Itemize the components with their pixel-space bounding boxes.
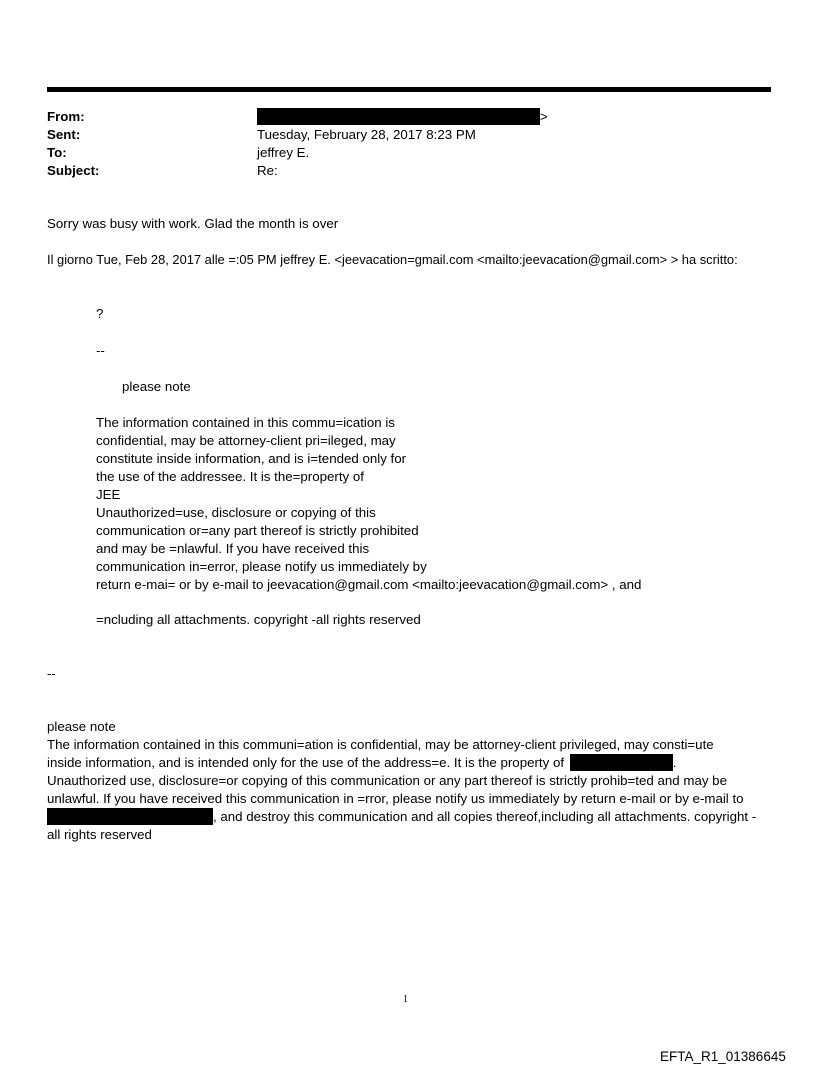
quoted-notice-line: communication in=error, please notify us immediately by bbox=[96, 559, 427, 574]
quoted-separator: -- bbox=[96, 343, 105, 358]
footer-please-note: please note bbox=[47, 719, 116, 734]
sent-value: Tuesday, February 28, 2017 8:23 PM bbox=[257, 127, 476, 142]
header-rule bbox=[47, 87, 771, 92]
from-value bbox=[257, 108, 548, 126]
quoted-notice-line: and may be =nlawful. If you have received this bbox=[96, 541, 370, 556]
quoted-notice-line: the use of the addressee. It is the=property of bbox=[96, 469, 364, 484]
to-value: jeffrey E. bbox=[257, 145, 310, 160]
quoted-notice-end: =ncluding all attachments. copyright -all rights reserved bbox=[96, 612, 421, 627]
footer-line: Unauthorized use, disclosure=or copying of this communication or any part thereof is strictly prohib=ted and may be bbox=[47, 773, 727, 788]
sent-label: Sent: bbox=[47, 127, 81, 142]
reply-text: Sorry was busy with work. Glad the month is over bbox=[47, 216, 339, 231]
quoted-notice-line: JEE bbox=[96, 487, 121, 502]
page-number: 1 bbox=[403, 994, 408, 1005]
subject-label: Subject: bbox=[47, 163, 100, 178]
footer-line: , and destroy this communication and all copies thereof,including all attachments. copyright - bbox=[47, 808, 756, 826]
to-label: To: bbox=[47, 145, 67, 160]
footer-line: unlawful. If you have received this communication in =rror, please notify us immediately by return e-mail or by e-mail to bbox=[47, 791, 744, 806]
quoted-notice-line: communication or=any part thereof is strictly prohibited bbox=[96, 523, 419, 538]
footer-line: The information contained in this communi=ation is confidential, may be attorney-client privileged, may consti=ute bbox=[47, 737, 714, 752]
quote-intro: Il giorno Tue, Feb 28, 2017 alle =:05 PM jeffrey E. <jeevacation=gmail.com <mailto:jeevacation@gmail.com> > ha scritto: bbox=[47, 252, 738, 267]
from-suffix: > bbox=[540, 109, 548, 124]
quoted-notice-line: The information contained in this commu=ication is bbox=[96, 415, 395, 430]
from-label: From: bbox=[47, 109, 85, 124]
quoted-question: ? bbox=[96, 306, 104, 321]
quoted-notice bbox=[96, 414, 641, 594]
quoted-notice-line: constitute inside information, and is i=tended only for bbox=[96, 451, 407, 466]
redaction-box bbox=[47, 808, 213, 825]
footer-line: inside information, and is intended only for the use of the address=e. It is the property of . bbox=[47, 755, 677, 770]
quoted-notice-line: Unauthorized=use, disclosure or copying of this bbox=[96, 505, 376, 520]
bates-number: EFTA_R1_01386645 bbox=[660, 1049, 786, 1064]
quoted-please-note: please note bbox=[122, 379, 191, 394]
footer-notice bbox=[47, 718, 756, 844]
redaction-box bbox=[257, 108, 540, 125]
footer-separator: -- bbox=[47, 666, 56, 681]
redaction-box bbox=[570, 754, 673, 771]
subject-value: Re: bbox=[257, 163, 278, 178]
footer-line: all rights reserved bbox=[47, 827, 152, 842]
quoted-notice-line: return e-mai= or by e-mail to jeevacation@gmail.com <mailto:jeevacation@gmail.com> , and bbox=[96, 577, 642, 592]
quoted-notice-line: confidential, may be attorney-client pri=ileged, may bbox=[96, 433, 396, 448]
